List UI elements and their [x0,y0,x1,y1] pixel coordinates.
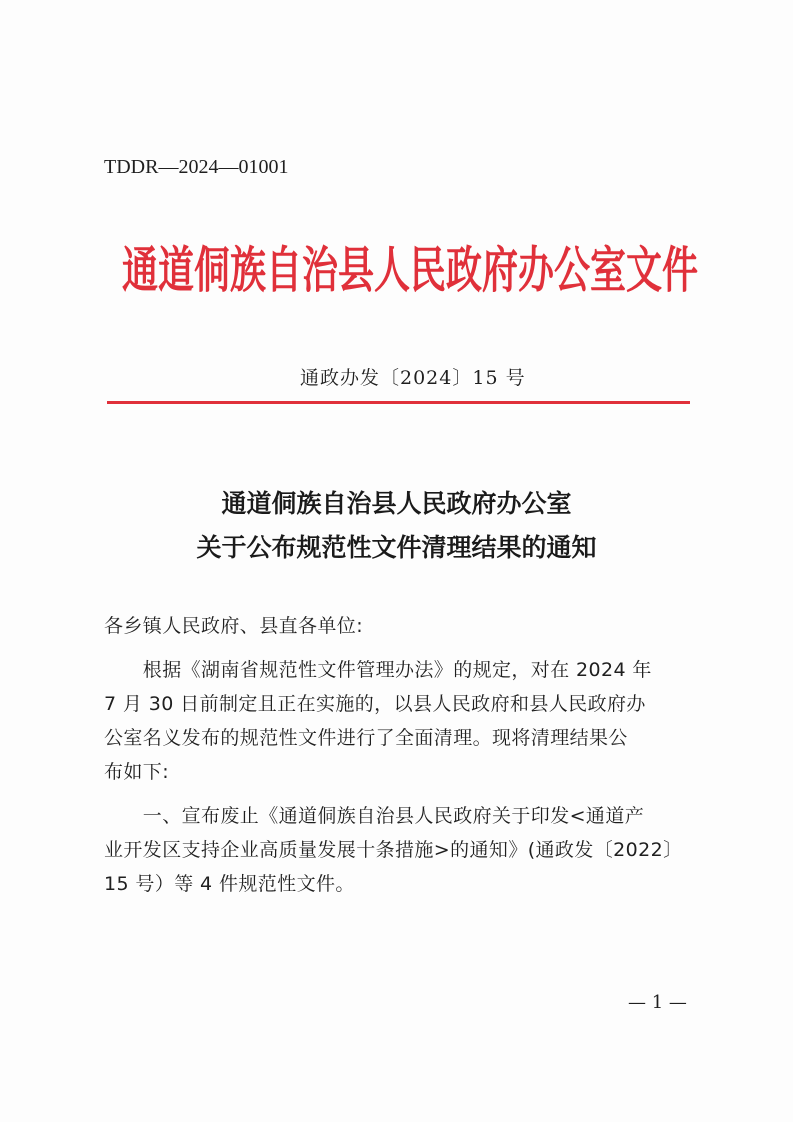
body-line: 15 号）等 4 件规范性文件。 [104,873,355,895]
salutation: 各乡镇人民政府、县直各单位: [104,615,364,637]
notice-title-line-1: 通道侗族自治县人民政府办公室 [221,489,572,518]
body-line: 布如下: [104,761,170,783]
document-code: TDDR—2024—01001 [104,156,289,178]
body-line: 业开发区支持企业高质量发展十条措施>的通知》(通政发〔2022〕 [104,839,683,861]
document-number: 通政办发〔2024〕15 号 [300,367,526,389]
body-line: 根据《湖南省规范性文件管理办法》的规定，对在 2024 年 [104,659,652,681]
red-header-title: 通道侗族自治县人民政府办公室文件 [122,242,699,300]
page-number: — 1 — [628,992,687,1013]
body-line: 7 月 30 日前制定且正在实施的，以县人民政府和县人民政府办 [104,693,646,715]
body-line: 公室名义发布的规范性文件进行了全面清理。现将清理结果公 [104,727,628,749]
red-divider-line [107,401,690,404]
body-line: 一、宣布废止《通道侗族自治县人民政府关于印发<通道产 [104,805,645,827]
notice-title-line-2: 关于公布规范性文件清理结果的通知 [196,533,597,562]
